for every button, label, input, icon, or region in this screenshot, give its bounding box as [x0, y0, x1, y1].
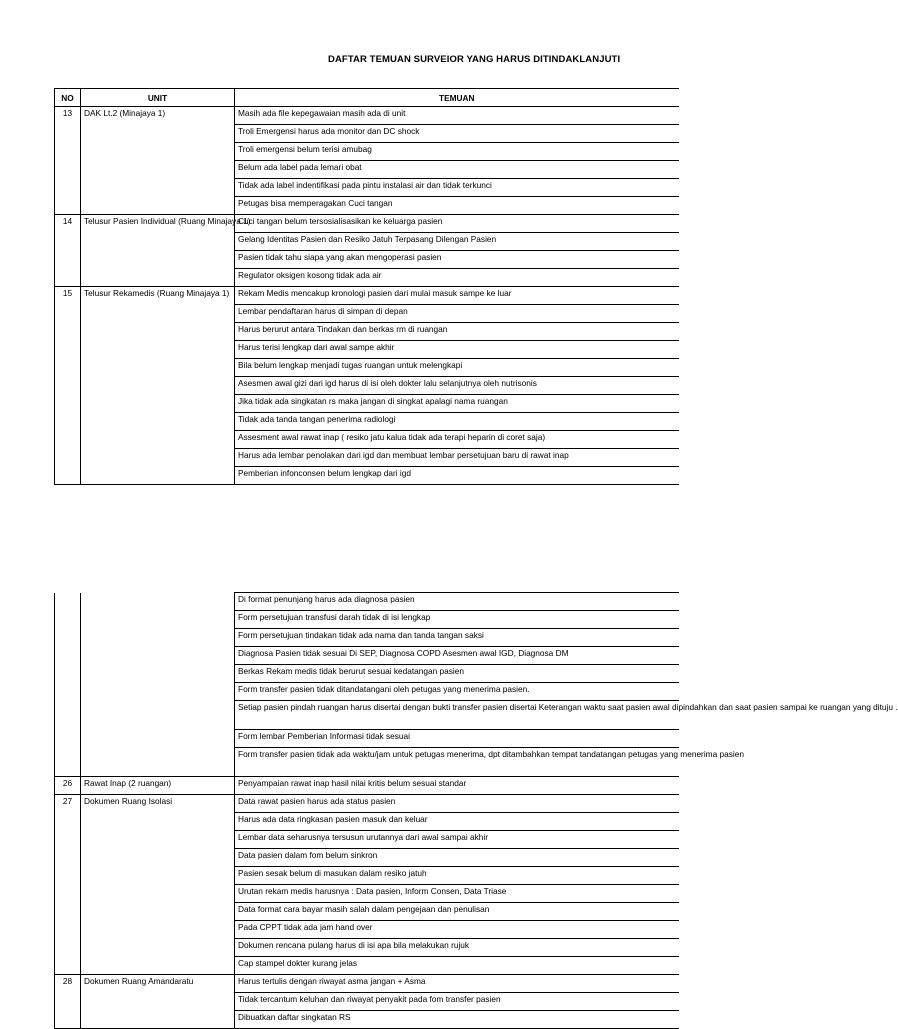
table-row	[55, 287, 679, 305]
finding-text: Harus tertulis dengan riwayat asma jangan + Asma	[235, 975, 679, 993]
finding-text: Form persetujuan tindakan tidak ada nama dan tanda tangan saksi	[235, 629, 679, 647]
header-temuan: TEMUAN	[235, 89, 679, 107]
finding-text: Form persetujuan transfusi darah tidak di isi lengkap	[235, 611, 679, 629]
finding-text: Regulator oksigen kosong tidak ada air	[235, 269, 679, 287]
finding-text: Tidak ada tanda tangan penerima radiologi	[235, 413, 679, 431]
finding-text: Cuci tangan belum tersosialisasikan ke keluarga pasien	[235, 215, 679, 233]
finding-text: Form lembar Pemberian Informasi tidak sesuai	[235, 730, 679, 748]
finding-text: Urutan rekam medis harusnya : Data pasien, Inform Consen, Data Triase	[235, 885, 679, 903]
table-header-row	[55, 89, 679, 107]
finding-text: Pasien tidak tahu siapa yang akan mengoperasi pasien	[235, 251, 679, 269]
unit-name: Telusur Rekamedis (Ruang Minajaya 1)	[81, 287, 235, 485]
finding-text: Asesmen awal gizi dari igd harus di isi oleh dokter lalu selanjutnya oleh nutrisonis	[235, 377, 679, 395]
document-title: DAFTAR TEMUAN SURVEIOR YANG HARUS DITINDAKLANJUTI	[328, 54, 621, 65]
finding-text: Gelang Identitas Pasien dan Resiko Jatuh Terpasang Dilengan Pasien	[235, 233, 679, 251]
finding-text: Berkas Rekam medis tidak berurut sesuai kedatangan pasien	[235, 665, 679, 683]
row-number: 15	[55, 287, 81, 485]
finding-text: Di format penunjang harus ada diagnosa pasien	[235, 593, 679, 611]
finding-text: Dibuatkan daftar singkatan RS	[235, 1011, 679, 1029]
findings-table-page-2	[54, 592, 898, 1029]
finding-text: Troli emergensi belum terisi amubag	[235, 143, 679, 161]
header-no: NO	[55, 89, 81, 107]
finding-text: Troli Emergensi harus ada monitor dan DC shock	[235, 125, 679, 143]
table-row	[55, 107, 679, 125]
table-row	[55, 795, 679, 813]
table-row	[55, 975, 679, 993]
row-number: 27	[55, 795, 81, 975]
row-number: 14	[55, 215, 81, 287]
table-row	[55, 777, 679, 795]
finding-text: Data rawat pasien harus ada status pasien	[235, 795, 679, 813]
finding-text: Rekam Medis mencakup kronologi pasien dari mulai masuk sampe ke luar	[235, 287, 679, 305]
finding-text: Bila belum lengkap menjadi tugas ruangan untuk melengkapi	[235, 359, 679, 377]
finding-text: Petugas bisa memperagakan Cuci tangan	[235, 197, 679, 215]
finding-text: Diagnosa Pasien tidak sesuai Di SEP, Diagnosa COPD Asesmen awal IGD, Diagnosa DM	[235, 647, 679, 665]
finding-text: Data pasien dalam fom belum sinkron	[235, 849, 679, 867]
finding-text: Cap stampel dokter kurang jelas	[235, 957, 679, 975]
unit-name-continued	[81, 593, 235, 777]
row-number-continued	[55, 593, 81, 777]
finding-text: Pemberian infonconsen belum lengkap dari igd	[235, 467, 679, 485]
finding-text: Harus terisi lengkap dari awal sampe akhir	[235, 341, 679, 359]
finding-text: Setiap pasien pindah ruangan harus disertai dengan bukti transfer pasien disertai Keterangan waktu saat pasien awal dipindahkan dan saat pasien sampai ke ruangan yang dituju .	[235, 701, 679, 730]
unit-name: Dokumen Ruang Isolasi	[81, 795, 235, 975]
finding-text: Data format cara bayar masih salah dalam pengejaan dan penulisan	[235, 903, 679, 921]
findings-table-page-1	[54, 88, 679, 485]
table-row	[55, 593, 679, 611]
row-number: 26	[55, 777, 81, 795]
table-row	[55, 215, 679, 233]
finding-text: Masih ada file kepegawaian masih ada di unit	[235, 107, 679, 125]
unit-name: Telusur Pasien Individual (Ruang Minajaya 1)	[81, 215, 235, 287]
finding-text: Harus berurut antara Tindakan dan berkas rm di ruangan	[235, 323, 679, 341]
row-number: 13	[55, 107, 81, 215]
unit-name: Rawat Inap (2 ruangan)	[81, 777, 235, 795]
unit-name: Dokumen Ruang Amandaratu	[81, 975, 235, 1029]
finding-text: Form transfer pasien tidak ditandatangani oleh petugas yang menerima pasien.	[235, 683, 679, 701]
finding-text: Harus ada data ringkasan pasien masuk dan keluar	[235, 813, 679, 831]
finding-text: Lembar pendaftaran harus di simpan di depan	[235, 305, 679, 323]
finding-text: Assesment awal rawat inap ( resiko jatu kalua tidak ada terapi heparin di coret saja)	[235, 431, 679, 449]
finding-text: Pada CPPT tidak ada jam hand over	[235, 921, 679, 939]
finding-text: Penyampaian rawat inap hasil nilai kritis belum sesuai standar	[235, 777, 679, 795]
row-number: 28	[55, 975, 81, 1029]
finding-text: Jika tidak ada singkatan rs maka jangan di singkat apalagi nama ruangan	[235, 395, 679, 413]
finding-text: Dokumen rencana pulang harus di isi apa bila melakukan rujuk	[235, 939, 679, 957]
finding-text: Tidak ada label indentifikasi pada pintu instalasi air dan tidak terkunci	[235, 179, 679, 197]
finding-text: Belum ada label pada lemari obat	[235, 161, 679, 179]
finding-text: Form transfer pasien tidak ada waktu/jam untuk petugas menerima, dpt ditambahkan tempat tandatangan petugas yang menerima pasien	[235, 748, 679, 777]
finding-text: Tidak tercantum keluhan dan riwayat penyakit pada fom transfer pasien	[235, 993, 679, 1011]
finding-text: Lembar data seharusnya tersusun urutannya dari awal sampai akhir	[235, 831, 679, 849]
finding-text: Harus ada lembar penolakan dari igd dan membuat lembar persetujuan baru di rawat inap	[235, 449, 679, 467]
finding-text: Pasien sesak belum di masukan dalam resiko jatuh	[235, 867, 679, 885]
header-unit: UNIT	[81, 89, 235, 107]
unit-name: DAK Lt.2 (Minajaya 1)	[81, 107, 235, 215]
